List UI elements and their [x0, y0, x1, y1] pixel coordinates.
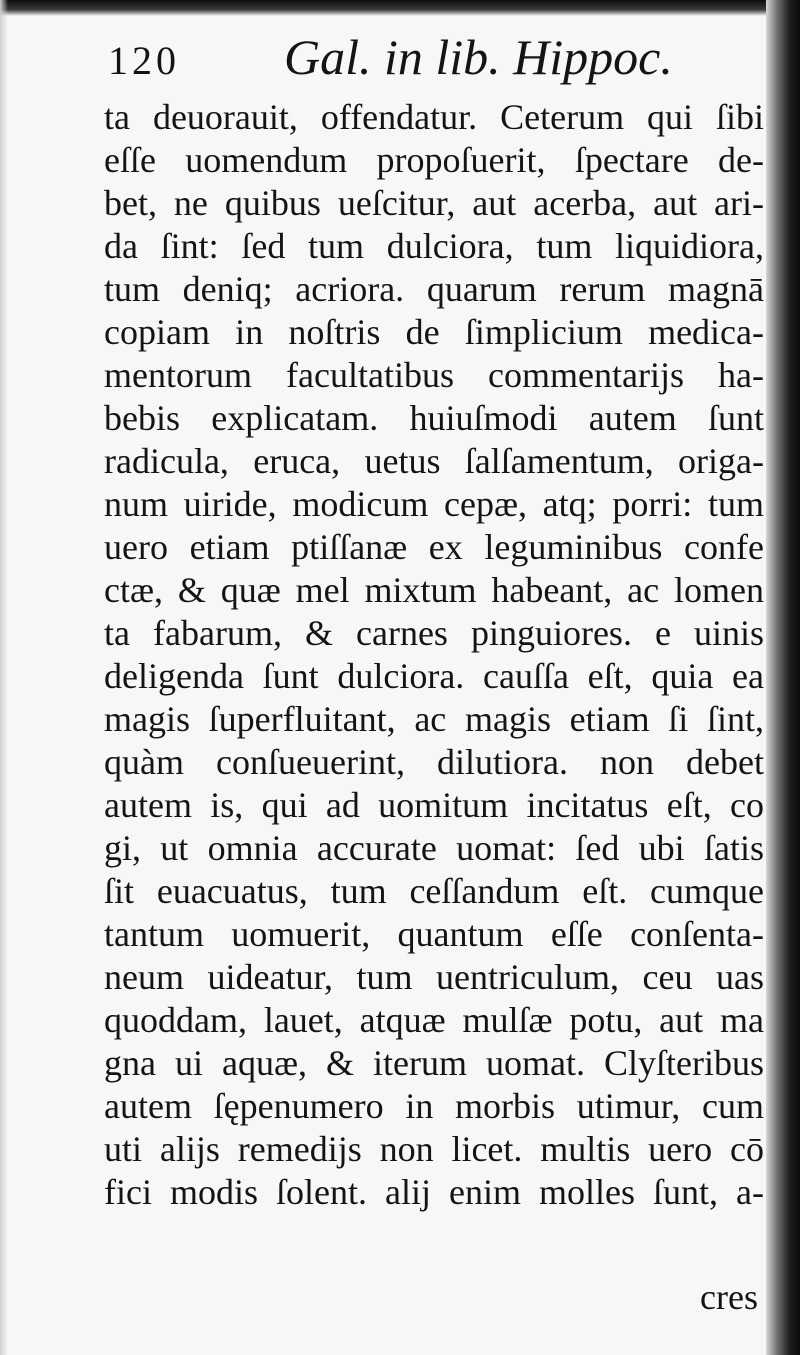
text-line: bebis explicatam. huiuſmodi autem ſunt — [104, 398, 764, 438]
page-header — [108, 28, 758, 90]
text-line: num uiride, modicum cepæ, atq; porri: tum — [104, 484, 764, 524]
text-line: quoddam, lauet, atquæ mulſæ potu, aut ma — [104, 1000, 764, 1040]
catchword: cres — [700, 1277, 758, 1317]
text-line: quàm conſueuerint, dilutiora. non debet — [104, 742, 764, 782]
text-line: autem is, qui ad uomitum incitatus eſt, co — [104, 785, 764, 825]
text-line: ctæ, & quæ mel mixtum habeant, ac lomen — [104, 570, 764, 610]
body-text — [104, 96, 764, 1214]
text-line: radicula, eruca, uetus ſalſamentum, origa- — [104, 441, 764, 481]
text-line: uti alijs remedijs non licet. multis uero cō — [104, 1129, 764, 1169]
text-line: copiam in noſtris de ſimplicium medica- — [104, 312, 764, 352]
scan-border-left — [0, 0, 8, 1355]
text-line: ta fabarum, & carnes pinguiores. e uinis — [104, 613, 764, 653]
text-line: tum deniq; acriora. quarum rerum magnā — [104, 269, 764, 309]
text-line: da ſint: ſed tum dulciora, tum liquidiora, — [104, 226, 764, 266]
text-line: eſſe uomendum propoſuerit, ſpectare de- — [104, 140, 764, 180]
text-line: neum uideatur, tum uentriculum, ceu uas — [104, 957, 764, 997]
text-line: mentorum facultatibus commentarijs ha- — [104, 355, 764, 395]
text-line: ta deuorauit, offendatur. Ceterum qui ſibi — [104, 97, 764, 137]
scan-border-right — [766, 0, 800, 1355]
text-line: uero etiam ptiſſanæ ex leguminibus confe — [104, 527, 764, 567]
running-title: Gal. in lib. Hippoc. — [284, 29, 673, 85]
text-line: tantum uomuerit, quantum eſſe conſenta- — [104, 914, 764, 954]
text-line: fici modis ſolent. alij enim molles ſunt, a- — [104, 1172, 764, 1212]
page-number: 120 — [108, 38, 180, 83]
text-line: autem ſępenumero in morbis utimur, cum — [104, 1086, 764, 1126]
text-line: deligenda ſunt dulciora. cauſſa eſt, quia ea — [104, 656, 764, 696]
text-line: gi, ut omnia accurate uomat: ſed ubi ſatis — [104, 828, 764, 868]
text-line: gna ui aquæ, & iterum uomat. Clyſteribus — [104, 1043, 764, 1083]
scan-border-top — [0, 0, 800, 16]
text-line: ſit euacuatus, tum ceſſandum eſt. cumque — [104, 871, 764, 911]
text-line: magis ſuperfluitant, ac magis etiam ſi ſint, — [104, 699, 764, 739]
text-line: bet, ne quibus ueſcitur, aut acerba, aut ari- — [104, 183, 764, 223]
